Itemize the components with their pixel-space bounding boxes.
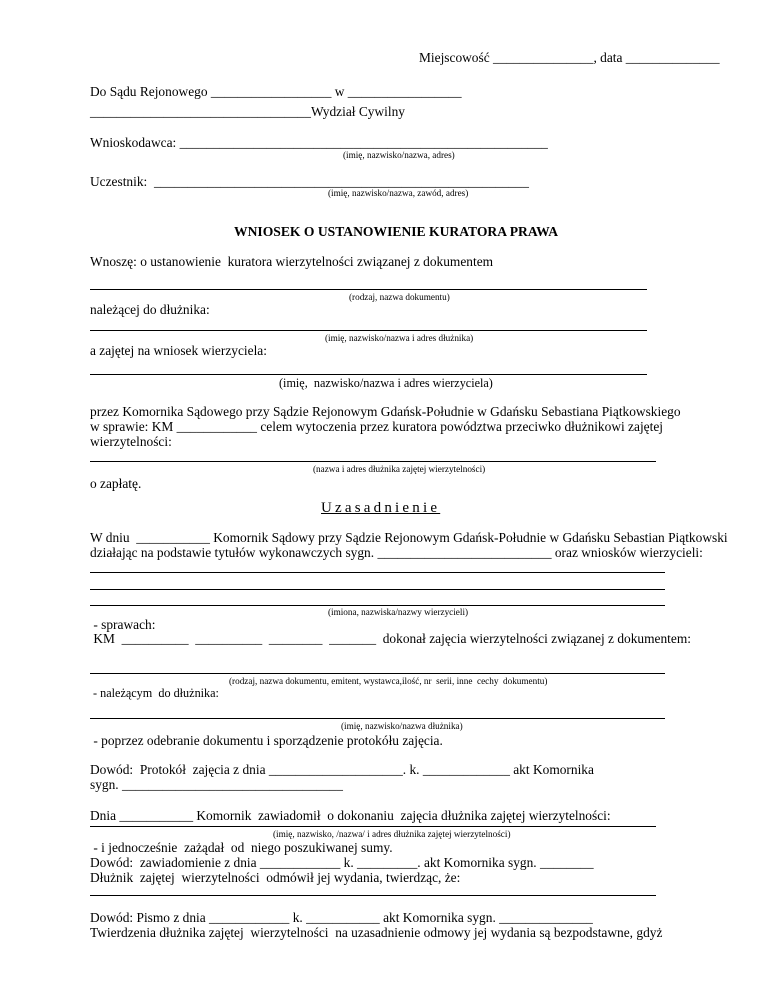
document-detail-fill-line [90,673,665,674]
debtor-fill-line [90,330,647,331]
evidence-3-line: Dowód: Pismo z dnia ____________ k. ___________ akt Komornika sygn. ______________ [90,910,593,925]
document-detail-caption: (rodzaj, nazwa dokumentu, emitent, wystawca,ilość, nr serii, inne cechy dokumentu) [229,676,548,686]
notice-fill-line [90,826,656,827]
final-line: Twierdzenia dłużnika zajętej wierzytelności na uzasadnienie odmowy jej wydania są bezpodstawne, gdyż [90,925,663,940]
participant-caption: (imię, nazwisko/nazwa, zawód, adres) [328,188,469,198]
debtor-label: należącej do dłużnika: [90,302,210,317]
creditors-fill-line-2 [90,589,665,590]
seizure-line: - poprzez odebranie dokumentu i sporządzenie protokółu zajęcia. [90,733,443,748]
participant-line: Uczestnik: ________________________________________________________ [90,174,529,189]
applicant-line: Wnioskodawca: _______________________________________________________ [90,135,548,150]
evidence-1-line-2: sygn. _________________________________ [90,777,343,792]
place-date-line: Miejscowość _______________, data ______________ [419,50,720,65]
request-intro: Wnoszę: o ustanowienie kuratora wierzytelności związanej z dokumentem [90,254,494,269]
creditor-label: a zajętej na wniosek wierzyciela: [90,343,267,358]
court-line: Do Sądu Rejonowego __________________ w _________________ [90,84,462,99]
debtor-caption: (imię, nazwisko/nazwa i adres dłużnika) [325,333,474,343]
evidence-2-line: Dowód: zawiadomienie z dnia ____________ k. _________. akt Komornika sygn. ________ [90,855,594,870]
document-fill-line [90,289,647,290]
cases-label: - sprawach: [90,617,156,632]
division-line: _________________________________Wydział Cywilny [90,104,405,119]
km-line: KM __________ __________ ________ _______ dokonał zajęcia wierzytelności związanej z dokumentem: [90,631,691,646]
refusal-line: Dłużnik zajętej wierzytelności odmówił jej wydania, twierdząc, że: [90,870,461,885]
document-title: WNIOSEK O USTANOWIENIE KURATORA PRAWA [234,224,559,239]
payment-line: o zapłatę. [90,476,142,491]
justification-debtor-fill-line [90,718,665,719]
creditor-fill-line [90,374,647,375]
refusal-fill-line [90,895,656,896]
justification-line-1: W dniu ___________ Komornik Sądowy przy Sądzie Rejonowym Gdańsk-Południe w Gdańsku Sebastian Piątkowski [90,530,728,545]
demand-line: - i jednocześnie zażądał od niego poszukiwanej sumy. [90,840,393,855]
creditors-caption: (imiona, nazwiska/nazwy wierzycieli) [328,607,469,617]
notice-caption: (imię, nazwisko, /nazwa/ i adres dłużnika zajętej wierzytelności) [273,829,511,839]
creditors-fill-line-3 [90,605,665,606]
justification-heading: Uzasadnienie [321,500,441,516]
document-caption: (rodzaj, nazwa dokumentu) [349,292,450,302]
bailiff-line-1: przez Komornika Sądowego przy Sądzie Rejonowym Gdańsk-Południe w Gdańsku Sebastiana Piątkowskiego [90,404,681,419]
applicant-caption: (imię, nazwisko/nazwa, adres) [343,150,455,160]
belonging-label: - należącym do dłużnika: [90,686,219,700]
claim-debtor-fill-line [90,461,656,462]
bailiff-line-2: w sprawie: KM ____________ celem wytoczenia przez kuratora powództwa przeciwko dłużnikowi zajętej [90,419,663,434]
bailiff-line-3: wierzytelności: [90,434,172,449]
claim-debtor-caption: (nazwa i adres dłużnika zajętej wierzytelności) [313,464,486,474]
creditors-fill-line-1 [90,572,665,573]
notice-line: Dnia ___________ Komornik zawiadomił o dokonaniu zajęcia dłużnika zajętej wierzytelności: [90,808,611,823]
creditor-caption: (imię, nazwisko/nazwa i adres wierzyciela) [279,376,493,390]
justification-line-2: działając na podstawie tytułów wykonawczych sygn. __________________________ oraz wniosków wierzycieli: [90,545,703,560]
evidence-1-line-1: Dowód: Protokół zajęcia z dnia ____________________. k. _____________ akt Komornika [90,762,594,777]
justification-debtor-caption: (imię, nazwisko/nazwa dłużnika) [341,721,463,731]
